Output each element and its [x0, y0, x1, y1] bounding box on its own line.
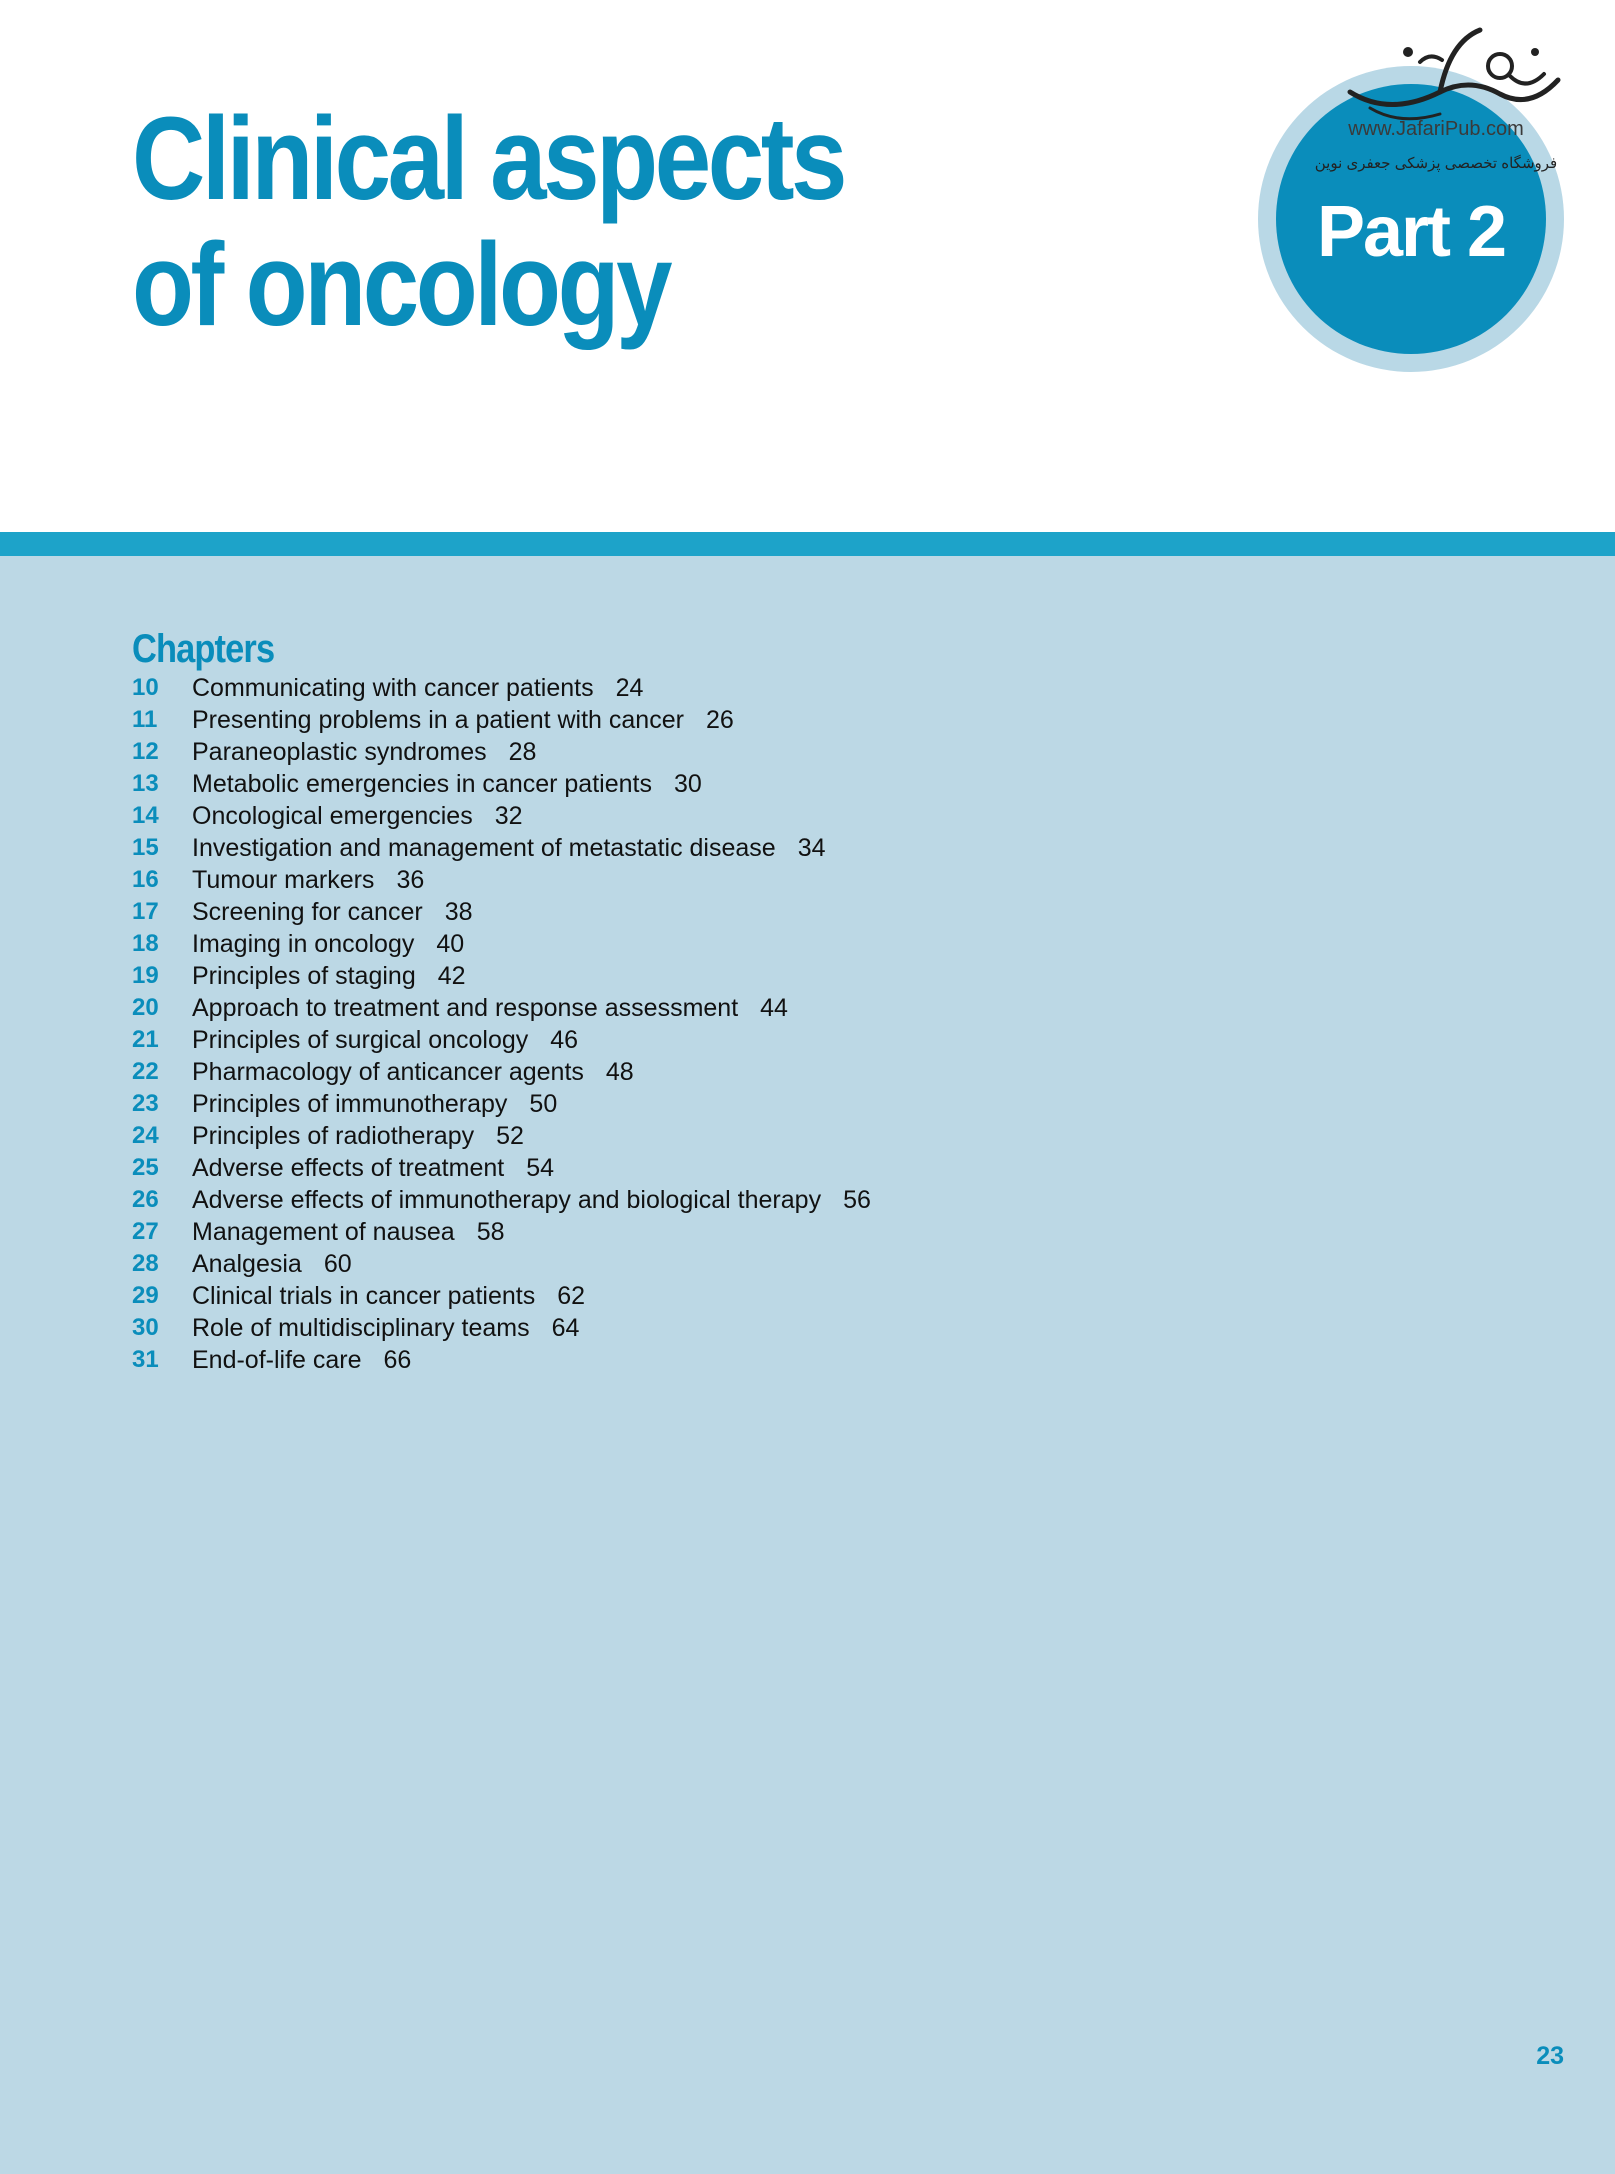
- chapter-page: 30: [673, 770, 702, 798]
- chapter-page: 58: [476, 1218, 505, 1246]
- chapter-number: 24: [132, 1122, 159, 1149]
- watermark-subtitle: فروشگاه تخصصی پزشکی جعفری نوین: [1314, 155, 1558, 172]
- chapter-list-item: [132, 928, 892, 960]
- chapter-number: 26: [132, 1186, 159, 1213]
- chapter-list-item: [132, 736, 892, 768]
- chapter-list-item: [132, 960, 892, 992]
- chapter-title: Principles of immunotherapy: [192, 1090, 508, 1118]
- chapter-page: 50: [529, 1090, 558, 1118]
- chapter-title: Adverse effects of immunotherapy and biological therapy: [192, 1186, 822, 1214]
- header-divider-band: [0, 532, 1615, 556]
- chapter-title: Management of nausea: [192, 1218, 455, 1246]
- chapter-list-item: [132, 864, 892, 896]
- chapter-list-item: [132, 1184, 892, 1216]
- chapter-number: 14: [132, 802, 159, 829]
- chapter-title: Imaging in oncology: [192, 930, 415, 958]
- chapter-list-item: [132, 1088, 892, 1120]
- chapter-title: Investigation and management of metastatic disease: [192, 834, 776, 862]
- chapter-list-item: [132, 800, 892, 832]
- chapter-number: 31: [132, 1346, 159, 1373]
- watermark-url: www.JafariPub.com: [1348, 118, 1524, 140]
- chapters-heading: Chapters: [132, 627, 275, 671]
- chapter-title: Clinical trials in cancer patients: [192, 1282, 536, 1310]
- chapter-list-item: [132, 1344, 892, 1376]
- chapter-title: End-of-life care: [192, 1346, 362, 1374]
- chapter-title: Analgesia: [192, 1250, 302, 1278]
- chapter-page: 46: [550, 1026, 579, 1054]
- chapter-list-item: [132, 1120, 892, 1152]
- chapter-list-item: [132, 1056, 892, 1088]
- chapter-title: Principles of radiotherapy: [192, 1122, 475, 1150]
- chapter-list-item: [132, 672, 892, 704]
- chapter-title: Metabolic emergencies in cancer patients: [192, 770, 652, 798]
- chapter-list-item: [132, 1280, 892, 1312]
- chapter-page: 62: [557, 1282, 586, 1310]
- chapter-page: 36: [396, 866, 425, 894]
- chapter-title: Tumour markers: [192, 866, 375, 894]
- chapter-list-item: [132, 896, 892, 928]
- chapter-page: 66: [383, 1346, 412, 1374]
- chapter-title: Adverse effects of treatment: [192, 1154, 505, 1182]
- chapter-number: 10: [132, 674, 159, 701]
- chapter-title: Approach to treatment and response assessment: [192, 994, 739, 1022]
- chapter-list-item: [132, 832, 892, 864]
- chapter-title: Principles of surgical oncology: [192, 1026, 529, 1054]
- chapter-list-item: [132, 1312, 892, 1344]
- chapter-page: 24: [615, 674, 644, 702]
- chapter-title: Principles of staging: [192, 962, 416, 990]
- chapter-list-item: [132, 1216, 892, 1248]
- chapter-number: 13: [132, 770, 159, 797]
- chapter-number: 28: [132, 1250, 159, 1277]
- chapter-page: 34: [797, 834, 826, 862]
- page-title-line-2: of oncology: [132, 219, 670, 351]
- chapter-title: Screening for cancer: [192, 898, 423, 926]
- chapter-page: 32: [494, 802, 523, 830]
- chapter-title: Paraneoplastic syndromes: [192, 738, 487, 766]
- chapter-page: 48: [605, 1058, 634, 1086]
- chapter-number: 22: [132, 1058, 159, 1085]
- chapter-title: Role of multidisciplinary teams: [192, 1314, 530, 1342]
- chapter-page: 52: [496, 1122, 524, 1150]
- jafaripub-logo-icon: [1330, 22, 1570, 132]
- chapter-number: 18: [132, 930, 159, 957]
- chapter-page: 44: [760, 994, 788, 1022]
- chapter-page: 26: [705, 706, 734, 734]
- chapter-page: 38: [444, 898, 473, 926]
- chapter-page: 64: [551, 1314, 580, 1342]
- chapter-page: 28: [508, 738, 537, 766]
- chapter-list-item: [132, 1248, 892, 1280]
- chapter-number: 21: [132, 1026, 159, 1053]
- page-number: 23: [1536, 2042, 1564, 2070]
- chapter-title: Communicating with cancer patients: [192, 674, 594, 702]
- chapter-page: 42: [437, 962, 466, 990]
- chapter-number: 12: [132, 738, 159, 765]
- chapter-title: Pharmacology of anticancer agents: [192, 1058, 584, 1086]
- chapter-list-item: [132, 768, 892, 800]
- chapter-page: 40: [436, 930, 465, 958]
- chapter-number: 27: [132, 1218, 159, 1245]
- page-title-line-1: Clinical aspects: [132, 93, 845, 225]
- chapter-number: 17: [132, 898, 159, 925]
- chapter-number: 11: [132, 706, 158, 733]
- chapter-list-item: [132, 992, 892, 1024]
- chapter-number: 23: [132, 1090, 159, 1117]
- chapter-number: 16: [132, 866, 159, 893]
- chapter-number: 19: [132, 962, 159, 989]
- chapter-list: [132, 672, 892, 1376]
- chapter-title: Oncological emergencies: [192, 802, 473, 830]
- chapter-number: 15: [132, 834, 159, 861]
- chapter-page: 54: [526, 1154, 555, 1182]
- chapter-number: 20: [132, 994, 159, 1021]
- chapter-page: 60: [323, 1250, 352, 1278]
- chapter-number: 30: [132, 1314, 159, 1341]
- chapter-list-item: [132, 1024, 892, 1056]
- chapter-title: Presenting problems in a patient with cancer: [192, 706, 684, 734]
- chapter-list-item: [132, 1152, 892, 1184]
- chapter-page: 56: [843, 1186, 871, 1214]
- chapter-list-item: [132, 704, 892, 736]
- chapter-number: 25: [132, 1154, 159, 1181]
- page-title: [132, 93, 906, 351]
- chapter-number: 29: [132, 1282, 159, 1309]
- part-badge-label: Part 2: [1316, 192, 1506, 272]
